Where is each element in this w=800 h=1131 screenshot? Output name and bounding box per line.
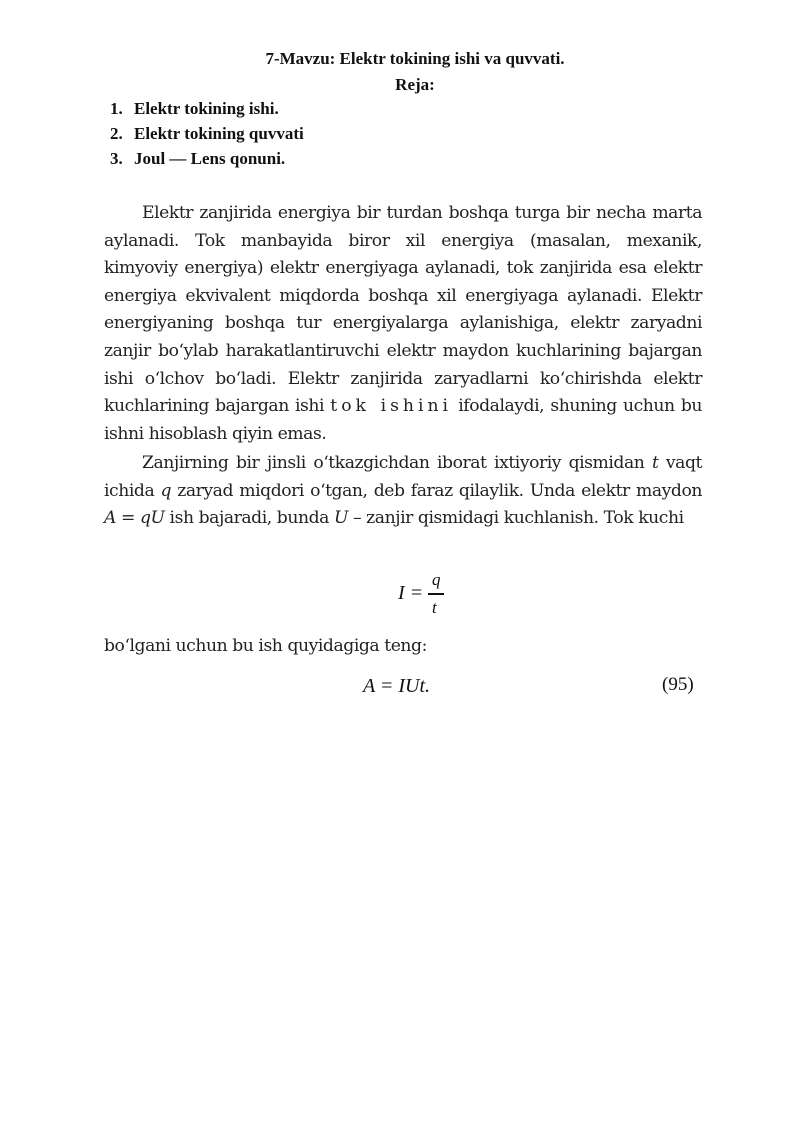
paragraph-1-text: Elektr zanjirida energiya bir turdan boshqa turga bir necha marta aylanadi. Tok manbayida biror xil energiya (masalan, mexanik, kimyoviy energiya) elektr energiyaga aylanadi, tok zanjirida esa elektr energiya ekvivalent miqdorda boshqa xil energiyaga aylanadi. Elektr energiyaning boshqa tur energiyalarga aylanishiga, elektr zaryadni zanjir bo‘ylab harakatlantiruvchi elektr maydon kuchlarining bajargan ishi o‘lchov bo‘ladi. Elektr zanjirida zaryadlarni ko‘chirishda elektr kuchlarining bajargan ishi xyxy=(104,203,702,417)
plan-item-text: Elektr tokining ishi. xyxy=(134,99,279,118)
paragraph-2 xyxy=(104,450,702,533)
plan-item-number: 3. xyxy=(110,149,123,168)
plan-heading: Reja: xyxy=(395,75,435,94)
paragraph-2-text: ish bajaradi, bunda xyxy=(164,508,334,529)
plan-item-text: Joul — Lens qonuni. xyxy=(134,149,286,168)
paragraph-1 xyxy=(104,200,702,448)
paragraph-3: bo‘lgani uchun bu ish quyidagiga teng: xyxy=(104,636,427,656)
plan-item-text: Elektr tokining quvvati xyxy=(134,124,304,143)
formula-lhs: I = xyxy=(398,582,424,604)
plan-list xyxy=(110,96,304,171)
page-title: 7-Mavzu: Elektr tokining ishi va quvvati. xyxy=(265,49,565,68)
equation-number: (95) xyxy=(662,674,694,695)
plan-item xyxy=(110,96,304,121)
variable-q: q xyxy=(160,480,172,501)
fraction-numerator: q xyxy=(432,570,441,589)
plan-item-number: 2. xyxy=(110,124,123,143)
paragraph-1-end: ifodalaydi, shuning uchun bu ishni hisoblash qiyin emas. xyxy=(104,396,703,444)
paragraph-2-text: zaryad miqdori o‘tgan, deb faraz qilaylik. Unda elektr maydon xyxy=(171,480,702,501)
plan-item xyxy=(110,121,304,146)
plan-item-number: 1. xyxy=(110,99,123,118)
variable-t: t xyxy=(651,453,659,473)
formula-work: A = IUt. xyxy=(363,675,431,697)
paragraph-2-text: Zanjirning bir jinsli o‘tkazgichdan iborat ixtiyoriy qismidan xyxy=(142,453,652,473)
variable-u: U xyxy=(333,508,349,529)
paragraph-2-text: vaqt ichida xyxy=(104,453,702,501)
plan-item xyxy=(110,146,304,171)
inline-formula-work: A = qU xyxy=(104,508,165,529)
paragraph-2-text: – zanjir qismidagi kuchlanish. Tok kuchi xyxy=(348,508,684,529)
emphasized-term: tok ishini xyxy=(330,396,453,417)
fraction-bar xyxy=(428,593,444,595)
fraction-denominator: t xyxy=(432,598,437,617)
